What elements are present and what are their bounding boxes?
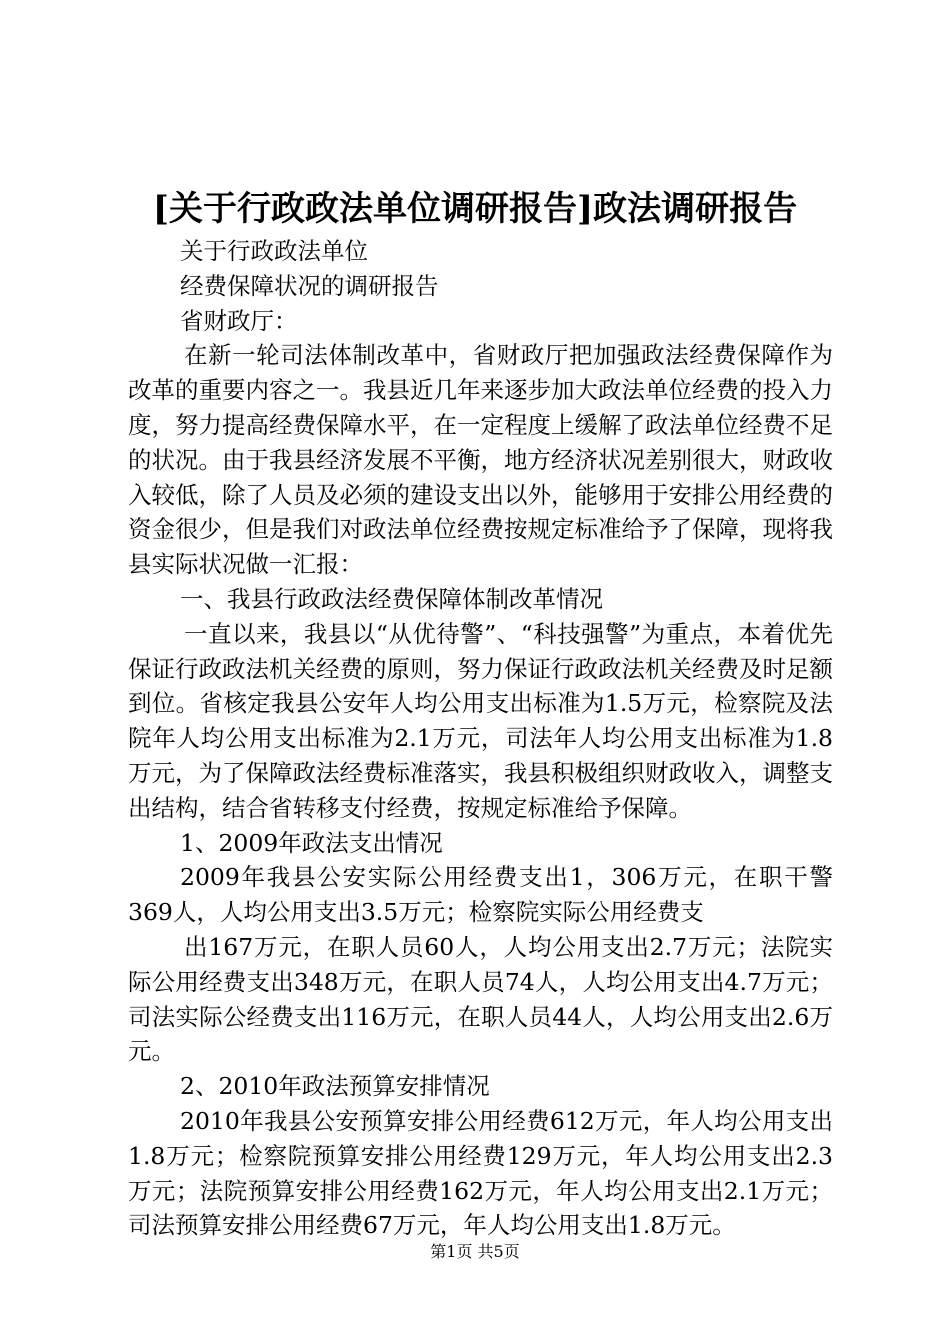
paragraph-intro: 在新一轮司法体制改革中，省财政厅把加强政法经费保障作为改革的重要内容之一。我县近几年来逐步加大政法单位经费的投入力度，努力提高经费保障水平，在一定程度上缓解了政法单位经费不足的状况。由于我县经济发展不平衡，地方经济状况差别很大，财政收入较低，除了人员及必须的建设支出以外，能够用于安排公用经费的资金很少，但是我们对政法单位经费按规定标准给予了保障，现将我县实际状况做一汇报： bbox=[128, 341, 833, 579]
document-title: [关于行政政法单位调研报告]政法调研报告 bbox=[152, 189, 798, 229]
subsection-heading-2010: 2、2010年政法预算安排情况 bbox=[180, 1072, 490, 1101]
page-number: 第1页 共5页 bbox=[430, 1242, 520, 1261]
subsection-heading-2009: 1、2009年政法支出情况 bbox=[180, 828, 443, 857]
subtitle-line-1: 关于行政政法单位 bbox=[180, 237, 368, 265]
section-heading-1: 一、我县行政政法经费保障体制改革情况 bbox=[180, 584, 603, 613]
document-body bbox=[128, 234, 833, 1243]
salutation: 省财政厅： bbox=[180, 306, 298, 335]
paragraph-standards: 一直以来，我县以“从优待警”、“科技强警”为重点，本着优先保证行政政法机关经费的原则，努力保证行政政法机关经费及时足额到位。省核定我县公安年人均公用支出标准为1.5万元，检察院及法院年人均公用支出标准为2.1万元，司法年人均公用支出标准为1.8万元，为了保障政法经费标准落实，我县积极组织财政收入，调整支出结构，结合省转移支付经费，按规定标准给予保障。 bbox=[128, 619, 833, 822]
subtitle-line-2: 经费保障状况的调研报告 bbox=[180, 271, 439, 300]
paragraph-2010: 2010年我县公安预算安排公用经费612万元，年人均公用支出1.8万元；检察院预算安排公用经费129万元，年人均公用支出2.3万元；法院预算安排公用经费162万元，年人均公用支出2.1万元；司法预算安排公用经费67万元，年人均公用支出1.8万元。 bbox=[128, 1106, 833, 1240]
paragraph-2009-part-1: 2009年我县公安实际公用经费支出1，306万元，在职干警369人，人均公用支出3.5万元；检察院实际公用经费支 bbox=[128, 863, 833, 927]
paragraph-2009-part-2: 出167万元，在职人员60人，人均公用支出2.7万元；法院实际公用经费支出348万元，在职人员74人，人均公用支出4.7万元；司法实际公经费支出116万元，在职人员44人，人均公用支出2.6万元。 bbox=[128, 932, 833, 1066]
